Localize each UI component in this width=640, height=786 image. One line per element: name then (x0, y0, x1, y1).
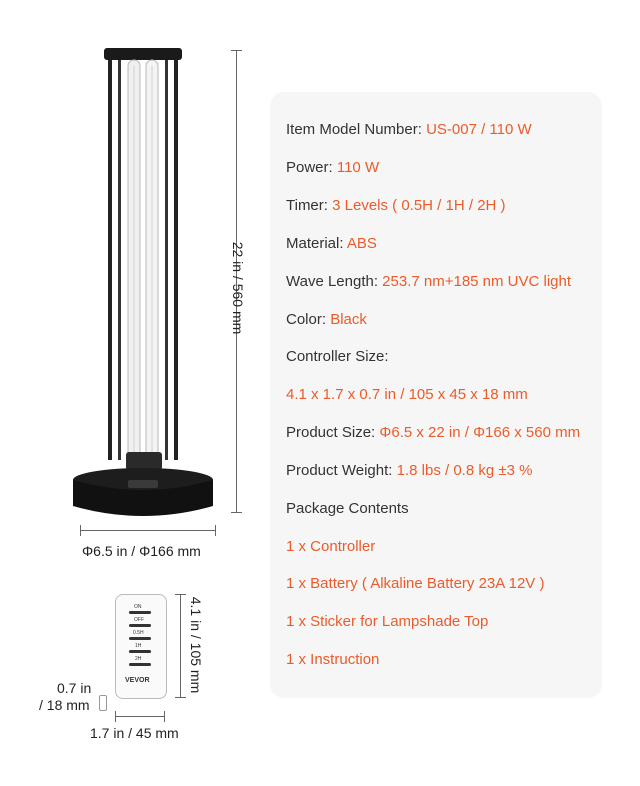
remote-button-05h (129, 637, 151, 640)
remote-brand-logo: VEVOR (125, 677, 150, 684)
package-item: 1 x Controller (286, 538, 376, 555)
spec-product-size-value: Φ6.5 x 22 in / Φ166 x 560 mm (379, 424, 581, 441)
package-item: 1 x Sticker for Lampshade Top (286, 613, 489, 630)
remote-label-on: ON (134, 604, 142, 610)
lamp-diameter-label: Φ6.5 in / Φ166 mm (82, 543, 201, 559)
spec-color-value: Black (330, 311, 367, 328)
spec-material-value: ABS (346, 235, 377, 252)
remote-label-2h: 2H (135, 656, 142, 662)
lamp-rod (108, 60, 112, 460)
remote-label-1h: 1H (135, 643, 142, 649)
spec-material: Material: ABS (286, 235, 377, 252)
remote-depth-mm-label: / 18 mm (39, 697, 90, 713)
spec-timer: Timer: 3 Levels ( 0.5H / 1H / 2H ) (286, 197, 506, 214)
spec-wavelength: Wave Length: 253.7 nm+185 nm UVC light (286, 273, 572, 290)
remote-width-line (115, 716, 165, 717)
lamp-rod (165, 60, 168, 460)
spec-power: Power: 110 W (286, 159, 380, 176)
spec-power-value: 110 W (336, 159, 380, 176)
spec-weight-value: 1.8 lbs / 0.8 kg ±3 % (396, 462, 533, 479)
remote-controller (115, 594, 167, 699)
tube-socket (126, 452, 162, 470)
lamp-rod (118, 60, 121, 460)
lamp-rod (174, 60, 178, 460)
remote-label-05h: 0.5H (133, 630, 144, 636)
remote-button-2h (129, 663, 151, 666)
spec-controller-size-label: Controller Size: (286, 348, 389, 365)
package-item: 1 x Instruction (286, 651, 380, 668)
lamp-height-label: 22 in / 560 mm (230, 241, 246, 335)
remote-side-view (99, 695, 107, 711)
lamp-top-cap (104, 48, 182, 60)
package-contents-title: Package Contents (286, 500, 409, 517)
remote-button-off (129, 624, 151, 627)
remote-label-off: OFF (134, 617, 144, 623)
spec-controller-size-value: 4.1 x 1.7 x 0.7 in / 105 x 45 x 18 mm (286, 386, 528, 403)
spec-timer-value: 3 Levels ( 0.5H / 1H / 2H ) (332, 197, 506, 214)
spec-product-size: Product Size: Φ6.5 x 22 in / Φ166 x 560 mm (286, 424, 581, 441)
remote-button-on (129, 611, 151, 614)
spec-wavelength-value: 253.7 nm+185 nm UVC light (382, 273, 572, 290)
uv-lamp-illustration (70, 40, 240, 530)
spec-weight: Product Weight: 1.8 lbs / 0.8 kg ±3 % (286, 462, 533, 479)
spec-model: Item Model Number: US-007 / 110 W (286, 121, 532, 138)
spec-color: Color: Black (286, 311, 367, 328)
spec-model-value: US-007 / 110 W (426, 121, 532, 138)
diameter-dimension-line (80, 530, 216, 531)
remote-height-line (180, 594, 181, 697)
remote-height-label: 4.1 in / 105 mm (188, 596, 204, 694)
remote-button-1h (129, 650, 151, 653)
remote-width-label: 1.7 in / 45 mm (90, 725, 179, 741)
remote-depth-in-label: 0.7 in (57, 680, 92, 696)
package-item: 1 x Battery ( Alkaline Battery 23A 12V ) (286, 575, 545, 592)
